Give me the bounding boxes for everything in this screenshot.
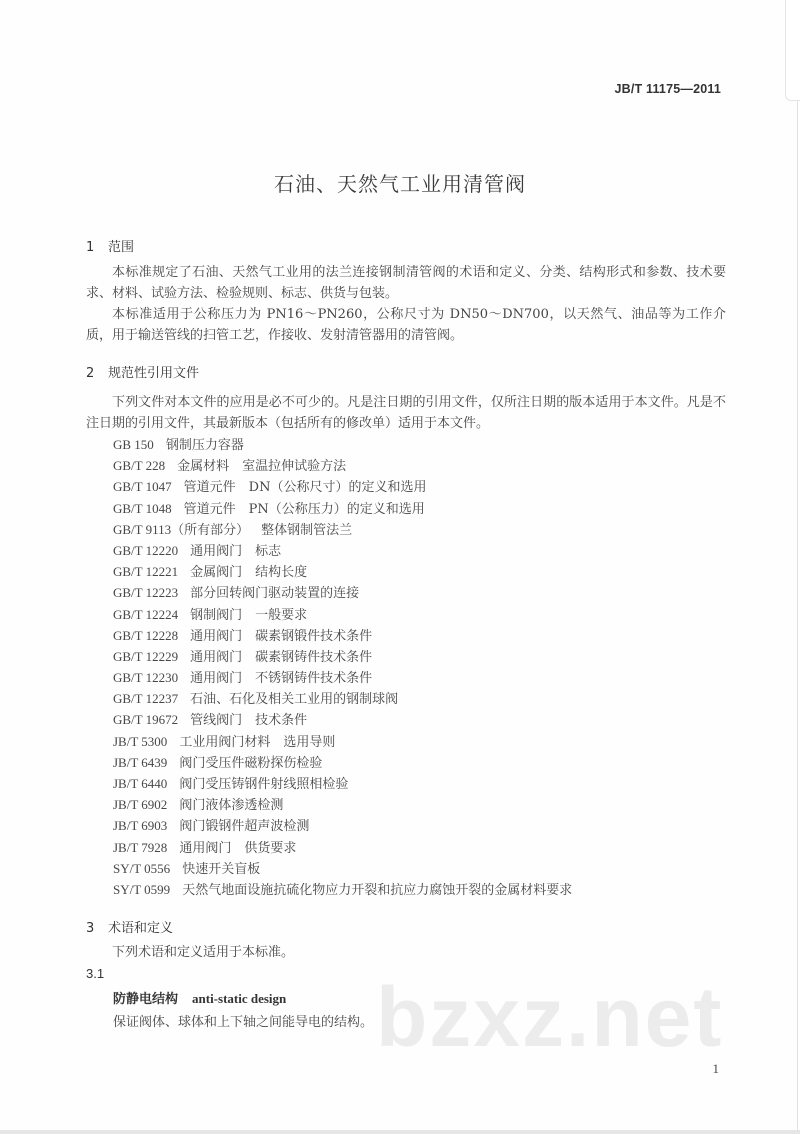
reference-title: 金属材料 室温拉伸试验方法 [177, 459, 347, 475]
reference-code: GB/T 12223 [113, 585, 179, 601]
reference-code: GB/T 228 [113, 458, 166, 474]
reference-item [113, 519, 572, 540]
term-chinese: 防静电结构 [113, 992, 179, 1007]
section-title: 规范性引用文件 [108, 366, 200, 381]
reference-title: 快速开关盲板 [182, 861, 261, 877]
reference-title: 部分回转阀门驱动装置的连接 [190, 586, 360, 602]
reference-code: SY/T 0556 [113, 860, 171, 876]
section-number: 2 [86, 366, 95, 381]
reference-title: 天然气地面设施抗硫化物应力开裂和抗应力腐蚀开裂的金属材料要求 [182, 882, 573, 898]
reference-code: GB/T 12237 [113, 691, 179, 707]
section-1-paragraph-2: 本标准适用于公称压力为 PN16～PN260，公称尺寸为 DN50～DN700，以天然气、油品等为工作介质，用于输送管线的扫管工艺，作接收、发射清管器用的清管阀。 [86, 307, 726, 343]
reference-code: GB/T 12229 [113, 648, 179, 664]
reference-title: 金属阀门 结构长度 [190, 565, 308, 581]
reference-title: 阀门锻钢件超声波检测 [179, 819, 310, 835]
section-heading-2 [86, 362, 199, 381]
watermark: bzxz.net [376, 970, 724, 1064]
reference-code: JB/T 6439 [113, 754, 168, 770]
section-title: 术语和定义 [108, 921, 174, 936]
reference-title: 整体钢制管法兰 [261, 522, 353, 538]
reference-title: 通用阀门 标志 [190, 543, 282, 559]
normative-references-list [113, 434, 572, 900]
reference-code: GB/T 12220 [113, 542, 179, 558]
reference-code: GB 150 [113, 437, 154, 452]
reference-title: 钢制压力容器 [165, 438, 244, 453]
reference-title: 石油、石化及相关工业用的钢制球阀 [190, 692, 399, 708]
reference-code: JB/T 5300 [113, 733, 168, 749]
reference-code: GB/T 12228 [113, 627, 179, 643]
page-number: 1 [712, 1061, 719, 1076]
section-number: 3 [86, 921, 95, 936]
reference-code: JB/T 6902 [113, 797, 168, 813]
reference-item [113, 858, 572, 879]
section-heading-1 [86, 236, 134, 255]
reference-item [113, 561, 572, 582]
reference-code: GB/T 9113（所有部分） [113, 521, 250, 537]
standard-number: JB/T 11175—2011 [614, 82, 721, 96]
reference-title: 工业用阀门材料 选用导则 [179, 734, 336, 750]
reference-item [113, 604, 572, 625]
reference-title: 钢制阀门 一般要求 [190, 607, 308, 623]
reference-code: GB/T 12221 [113, 564, 179, 580]
reference-title: 通用阀门 碳素钢锻件技术条件 [190, 628, 373, 644]
reference-item [113, 498, 572, 519]
reference-title: 通用阀门 供货要求 [179, 840, 297, 856]
section-1-paragraph-1: 本标准规定了石油、天然气工业用的法兰连接钢制清管阀的术语和定义、分类、结构形式和参数、技术要求、材料、试验方法、检验规则、标志、供货与包装。 [86, 265, 726, 301]
reference-item [113, 752, 572, 773]
reference-code: GB/T 12224 [113, 606, 179, 622]
reference-code: SY/T 0599 [113, 881, 171, 897]
reference-item [113, 646, 572, 667]
reference-code: JB/T 7928 [113, 839, 168, 855]
term-english: anti-static design [192, 991, 287, 1006]
term-number: 3.1 [86, 966, 105, 981]
reference-title: 管线阀门 技术条件 [190, 713, 308, 729]
section-heading-3 [86, 917, 173, 936]
reference-code: GB/T 1047 [113, 479, 172, 495]
reference-item [113, 688, 572, 709]
reference-item [113, 455, 572, 476]
reference-title: 管道元件 DN（公称尺寸）的定义和选用 [183, 480, 427, 496]
reference-item [113, 794, 572, 815]
reference-title: 阀门受压铸钢件射线照相检验 [179, 777, 349, 792]
reference-item [113, 434, 572, 455]
reference-item [113, 879, 572, 900]
reference-title: 通用阀门 碳素钢铸件技术条件 [190, 649, 373, 665]
reference-item [113, 667, 572, 688]
reference-item [113, 476, 572, 497]
reference-item [113, 815, 572, 836]
reference-code: JB/T 6440 [113, 776, 168, 791]
reference-item [113, 837, 572, 858]
reference-item [113, 709, 572, 730]
reference-code: JB/T 6903 [113, 818, 168, 834]
term-heading [113, 988, 286, 1007]
side-panel-tab[interactable] [785, 0, 800, 101]
reference-title: 阀门受压件磁粉探伤检验 [179, 755, 323, 771]
reference-code: GB/T 1048 [113, 500, 172, 516]
reference-title: 通用阀门 不锈钢铸件技术条件 [190, 671, 373, 687]
section-number: 1 [86, 240, 95, 255]
term-definition: 保证阀体、球体和上下轴之间能导电的结构。 [113, 1015, 374, 1030]
document-title: 石油、天然气工业用清管阀 [274, 172, 526, 196]
reference-item [113, 731, 572, 752]
reference-item [113, 582, 572, 603]
section-title: 范围 [108, 240, 135, 255]
section-2-paragraph-1: 下列文件对本文件的应用是必不可少的。凡是注日期的引用文件，仅所注日期的版本适用于本文件。凡是不注日期的引用文件，其最新版本（包括所有的修改单）适用于本文件。 [86, 395, 726, 431]
reference-item [113, 773, 572, 794]
reference-item [113, 625, 572, 646]
reference-item [113, 540, 572, 561]
section-3-paragraph-1: 下列术语和定义适用于本标准。 [112, 945, 295, 960]
reference-code: GB/T 19672 [113, 712, 179, 728]
reference-title: 管道元件 PN（公称压力）的定义和选用 [183, 501, 425, 517]
page-bottom-edge [0, 1130, 800, 1134]
reference-code: GB/T 12230 [113, 670, 179, 686]
reference-title: 阀门液体渗透检测 [179, 798, 284, 814]
